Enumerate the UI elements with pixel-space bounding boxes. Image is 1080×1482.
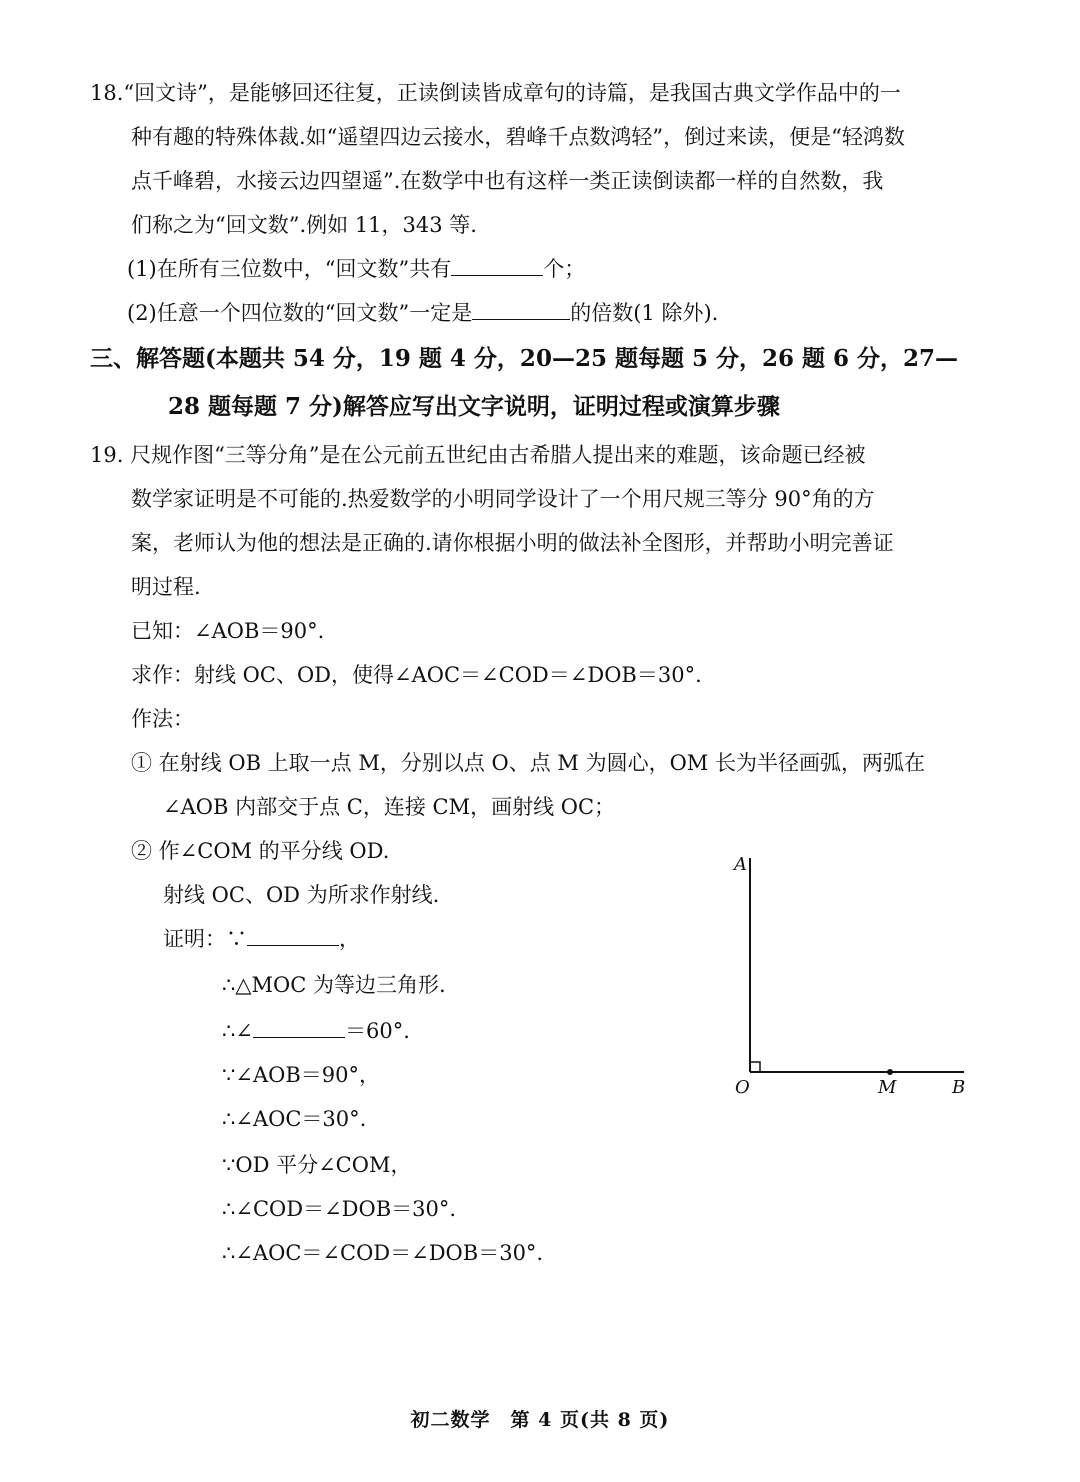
q19-step-1-line-2: ∠AOB 内部交于点 C，连接 CM，画射线 OC； xyxy=(163,795,616,819)
right-angle-mark xyxy=(750,1062,760,1072)
proof-line-3 xyxy=(222,1016,410,1046)
q18-line-3: 点千峰碧，水接云边四望遥”.在数学中也有这样一类正读倒读都一样的自然数，我 xyxy=(131,169,884,193)
proof-line-7: ∴∠COD＝∠DOB＝30°. xyxy=(222,1197,457,1221)
point-m[interactable] xyxy=(887,1069,893,1075)
q18-line-2: 种有趣的特殊体裁.如“遥望四边云接水，碧峰千点数鸿轻”，倒过来读，便是“轻鸿数 xyxy=(131,125,905,149)
proof-line-4: ∵∠AOB＝90°， xyxy=(222,1063,380,1087)
answer-blank[interactable] xyxy=(253,1017,345,1038)
label-b: B xyxy=(952,1077,966,1098)
q19-method: 作法： xyxy=(131,707,194,731)
proof-line-5: ∴∠AOC＝30°. xyxy=(222,1107,367,1131)
q19-line-2: 数学家证明是不可能的.热爱数学的小明同学设计了一个用尺规三等分 90°角的方 xyxy=(131,487,875,511)
proof-line-3-tail: ＝60°. xyxy=(344,1019,410,1043)
proof-line-2: ∴△MOC 为等边三角形. xyxy=(222,973,446,997)
q19-construct: 求作：射线 OC、OD，使得∠AOC＝∠COD＝∠DOB＝30°. xyxy=(131,663,702,687)
proof-line-6: ∵OD 平分∠COM， xyxy=(222,1153,412,1177)
section-heading-line-2: 28 题每题 7 分)解答应写出文字说明，证明过程或演算步骤 xyxy=(168,393,780,420)
answer-blank[interactable] xyxy=(472,299,570,320)
label-o: O xyxy=(735,1077,750,1098)
proof-line-1 xyxy=(163,924,360,954)
q18-part-2-text: (2)任意一个四位数的“回文数”一定是 xyxy=(127,301,473,325)
proof-line-1-tail: ， xyxy=(339,927,360,951)
q19-line-1: 19. 尺规作图“三等分角”是在公元前五世纪由古希腊人提出来的难题，该命题已经被 xyxy=(90,443,866,467)
answer-blank[interactable] xyxy=(247,925,339,946)
page-footer: 初二数学 第 4 页(共 8 页) xyxy=(410,1409,670,1431)
q19-step-2: ② 作∠COM 的平分线 OD. xyxy=(131,839,390,863)
proof-line-8: ∴∠AOC＝∠COD＝∠DOB＝30°. xyxy=(222,1241,544,1265)
answer-blank[interactable] xyxy=(451,255,543,276)
q18-part-1-text: (1)在所有三位数中，“回文数”共有 xyxy=(127,257,452,281)
q18-part-1-tail: 个； xyxy=(543,257,586,281)
q19-step-1-line-1: ① 在射线 OB 上取一点 M，分别以点 O、点 M 为圆心，OM 长为半径画弧，两弧在 xyxy=(131,751,925,775)
proof-line-3-text: ∴∠ xyxy=(222,1019,253,1043)
section-heading-line-1: 三、解答题(本题共 54 分，19 题 4 分，20—25 题每题 5 分，26 题 6 分，27— xyxy=(90,345,959,372)
q19-line-4: 明过程. xyxy=(131,575,201,599)
label-m: M xyxy=(878,1077,897,1098)
q19-given: 已知：∠AOB＝90°. xyxy=(131,619,325,643)
q18-part-1 xyxy=(127,254,585,284)
label-a: A xyxy=(734,854,747,875)
angle-aob-figure xyxy=(720,840,990,1110)
q18-part-2 xyxy=(127,298,718,328)
q18-line-1: 18.“回文诗”，是能够回还往复，正读倒读皆成章句的诗篇，是我国古典文学作品中的一 xyxy=(90,81,901,105)
q18-part-2-tail: 的倍数(1 除外). xyxy=(570,301,719,325)
q19-result: 射线 OC、OD 为所求作射线. xyxy=(163,883,440,907)
q18-line-4: 们称之为“回文数”.例如 11，343 等. xyxy=(131,213,477,237)
q19-line-3: 案，老师认为他的想法是正确的.请你根据小明的做法补全图形，并帮助小明完善证 xyxy=(131,531,894,555)
proof-line-1-text: 证明：∵ xyxy=(163,927,247,951)
